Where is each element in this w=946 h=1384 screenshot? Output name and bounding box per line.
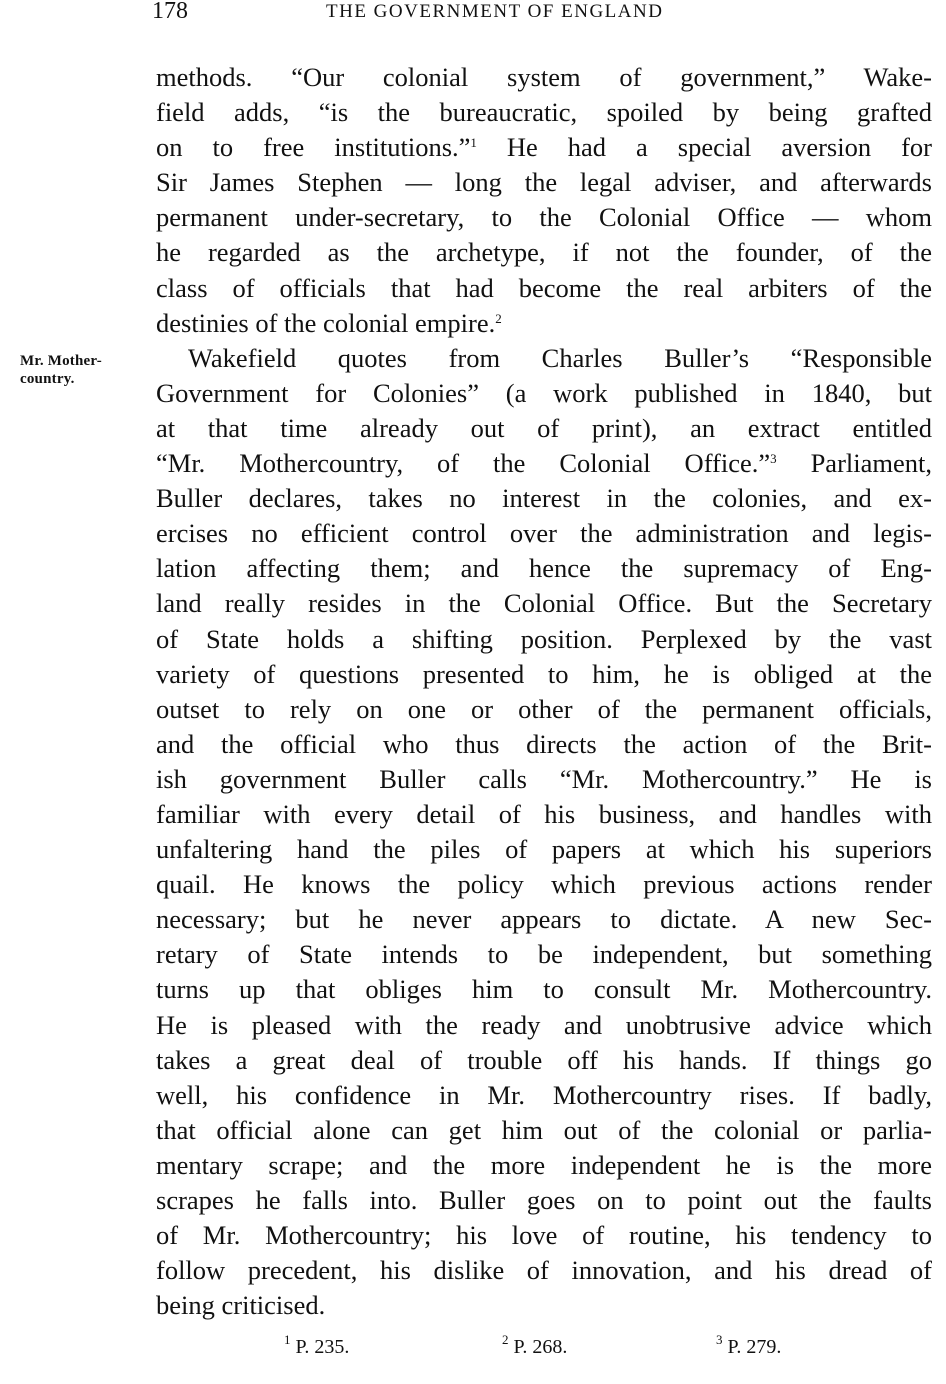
text-line: He is pleased with the ready and unobtrusive advice which [156,1009,932,1040]
footnote-1 [284,1332,349,1362]
text-line: unfaltering hand the piles of papers at which his superiors [156,834,932,865]
text-line: well, his confidence in Mr. Mothercountry rises. If badly, [156,1079,932,1110]
footnote-text: P. 268. [513,1336,568,1358]
text-line: retary of State intends to be independent, but something [156,939,932,970]
footnote-mark: 2 [502,1332,509,1347]
footnote-ref-1: 1 [470,135,477,151]
text-line: of State holds a shifting position. Perplexed by the vast [156,623,932,654]
text-line: Wakefield quotes from Charles Buller’s “Responsible [188,342,932,373]
text-line: turns up that obliges him to consult Mr. Mothercountry. [156,974,932,1005]
text-line: that official alone can get him out of the colonial or parlia- [156,1114,932,1145]
text-line: class of officials that had become the real arbiters of the [156,272,932,303]
footnote-3 [716,1332,781,1362]
margin-note-line: Mr. Mother- [20,353,102,369]
paragraph-1 [156,60,932,341]
footnote-mark: 1 [284,1332,291,1347]
footnote-text: P. 235. [295,1336,350,1358]
text-line: methods. “Our colonial system of government,” Wake- [156,62,932,92]
body-text [156,60,932,1323]
text-line: familiar with every detail of his business, and handles with [156,798,932,829]
text-line: variety of questions presented to him, he is obliged at the [156,658,932,689]
text-line: lation affecting them; and hence the supremacy of Eng- [156,553,932,584]
text-line: Sir James Stephen — long the legal adviser, and afterwards [156,167,932,198]
text-line: necessary; but he never appears to dictate. A new Sec- [156,904,932,935]
text-line: he regarded as the archetype, if not the founder, of the [156,237,932,268]
text-span: on to free institutions.” [156,132,471,163]
text-line [156,446,932,481]
text-line: follow precedent, his dislike of innovation, and his dread of [156,1255,932,1286]
text-line: of Mr. Mothercountry; his love of routine, his tendency to [156,1220,932,1251]
text-line [156,130,932,165]
text-span: Parliament, [776,448,932,479]
text-line: field adds, “is the bureaucratic, spoiled by being grafted [156,97,932,128]
text-line: mentary scrape; and the more independent he is the more [156,1149,932,1180]
text-line: and the official who thus directs the action of the Brit- [156,728,932,759]
running-title: THE GOVERNMENT OF ENGLAND [326,1,664,22]
text-line: ercises no efficient control over the administration and legis- [156,518,932,549]
paragraph-2 [156,341,932,1324]
margin-note [20,352,150,388]
footnote-text: P. 279. [727,1336,782,1358]
footnote-2 [502,1332,567,1362]
text-line: permanent under-secretary, to the Colonial Office — whom [156,202,932,233]
text-line: takes a great deal of trouble off his hands. If things go [156,1044,932,1075]
text-line: Government for Colonies” (a work published in 1840, but [156,377,932,408]
margin-note-line: country. [20,371,75,387]
text-span: He had a special aversion for [476,132,932,163]
footnotes [284,1332,844,1362]
text-span: destinies of the colonial empire. [156,307,496,338]
text-line: being criticised. [156,1290,326,1321]
text-span: “Mr. Mothercountry, of the Colonial Office.” [156,448,771,479]
text-line: at that time already out of print), an extract entitled [156,412,932,443]
footnote-mark: 3 [716,1332,723,1347]
text-line: quail. He knows the policy which previous actions render [156,869,932,900]
footnote-ref-2: 2 [495,310,502,326]
text-line: land really resides in the Colonial Office. But the Secretary [156,588,932,619]
text-line [156,306,932,341]
text-line: outset to rely on one or other of the permanent officials, [156,693,932,724]
footnote-ref-3: 3 [770,451,777,467]
page-number: 178 [152,0,188,24]
text-line: scrapes he falls into. Buller goes on to point out the faults [156,1185,932,1215]
text-line: Buller declares, takes no interest in the colonies, and ex- [156,483,932,514]
text-line: ish government Buller calls “Mr. Mothercountry.” He is [156,763,932,794]
running-head [152,0,932,26]
